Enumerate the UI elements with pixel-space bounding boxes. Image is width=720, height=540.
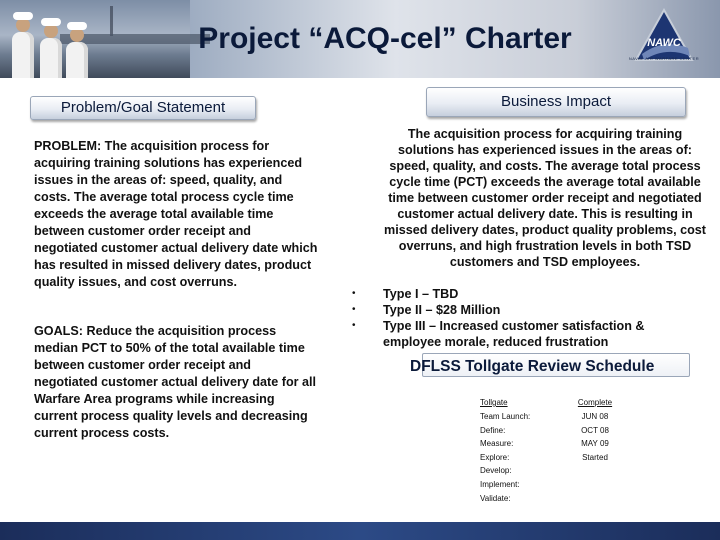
tollgate-name: Implement: (480, 480, 520, 489)
tollgate-schedule-title: DFLSS Tollgate Review Schedule (410, 358, 655, 375)
tollgate-date: OCT 08 (581, 426, 609, 435)
logo-text: NAWC (647, 37, 681, 49)
tollgate-name: Define: (480, 426, 506, 435)
bullet-icon: • (352, 320, 356, 331)
ship-mast (110, 6, 113, 36)
problem-goal-label: Problem/Goal Statement (30, 96, 256, 120)
impact-bullet: • Type III – Increased customer satisfaction & employee morale, reduced frustration (352, 319, 645, 349)
tollgate-column-header: Tollgate (480, 398, 508, 407)
bullet-icon: • (352, 304, 356, 315)
bullet-icon: • (352, 288, 356, 299)
impact-bullet: • Type I – TBD (352, 287, 459, 301)
tollgate-name: Team Launch: (480, 412, 531, 421)
page-title: Project “ACQ-cel” Charter (198, 22, 572, 55)
tollgate-name: Validate: (480, 494, 511, 503)
tollgate-name: Explore: (480, 453, 510, 462)
impact-bullet: • Type II – $28 Million (352, 303, 501, 317)
tollgate-date: JUN 08 (581, 412, 609, 421)
impact-bullet-list (352, 286, 702, 350)
problem-statement: PROBLEM: The acquisition process for acquiring training solutions has experienced issues in the areas of: speed, quality, and costs. The average total process cycle time exceeds the average total available time between customer order receipt and negotiated customer actual delivery date which has resulted in missed delivery dates, product quality issues, and cost overruns. (34, 139, 318, 289)
business-impact-label: Business Impact (426, 87, 686, 117)
tollgate-name: Develop: (480, 466, 512, 475)
sailor-figure (40, 38, 62, 78)
business-impact-text: The acquisition process for acquiring training solutions has experienced issues in the areas of: speed, quality, and costs. The average total process cycle time (PCT) exceeds the average total available time between customer order receipt and negotiated customer actual delivery date. This is resulting in missed delivery dates, product quality problems, cost overruns, and high frustration levels in both TSD customers and TSD employees. (384, 127, 706, 269)
footer-bar (0, 522, 720, 540)
sailor-figure (66, 42, 88, 78)
header-banner (0, 0, 720, 78)
complete-column-header: Complete (577, 398, 613, 407)
tollgate-date: MAY 09 (581, 439, 609, 448)
goals-statement: GOALS: Reduce the acquisition process median PCT to 50% of the total available time between customer order receipt and negotiated customer actual delivery date for all Warfare Area programs while increasing current process quality levels and decreasing current process costs. (34, 324, 317, 440)
sailor-figure (12, 32, 34, 78)
tollgate-date: Started (582, 453, 608, 462)
tollgate-name: Measure: (480, 439, 514, 448)
logo-caption: NAVAL AIR WARFARE CENTER (628, 56, 700, 61)
